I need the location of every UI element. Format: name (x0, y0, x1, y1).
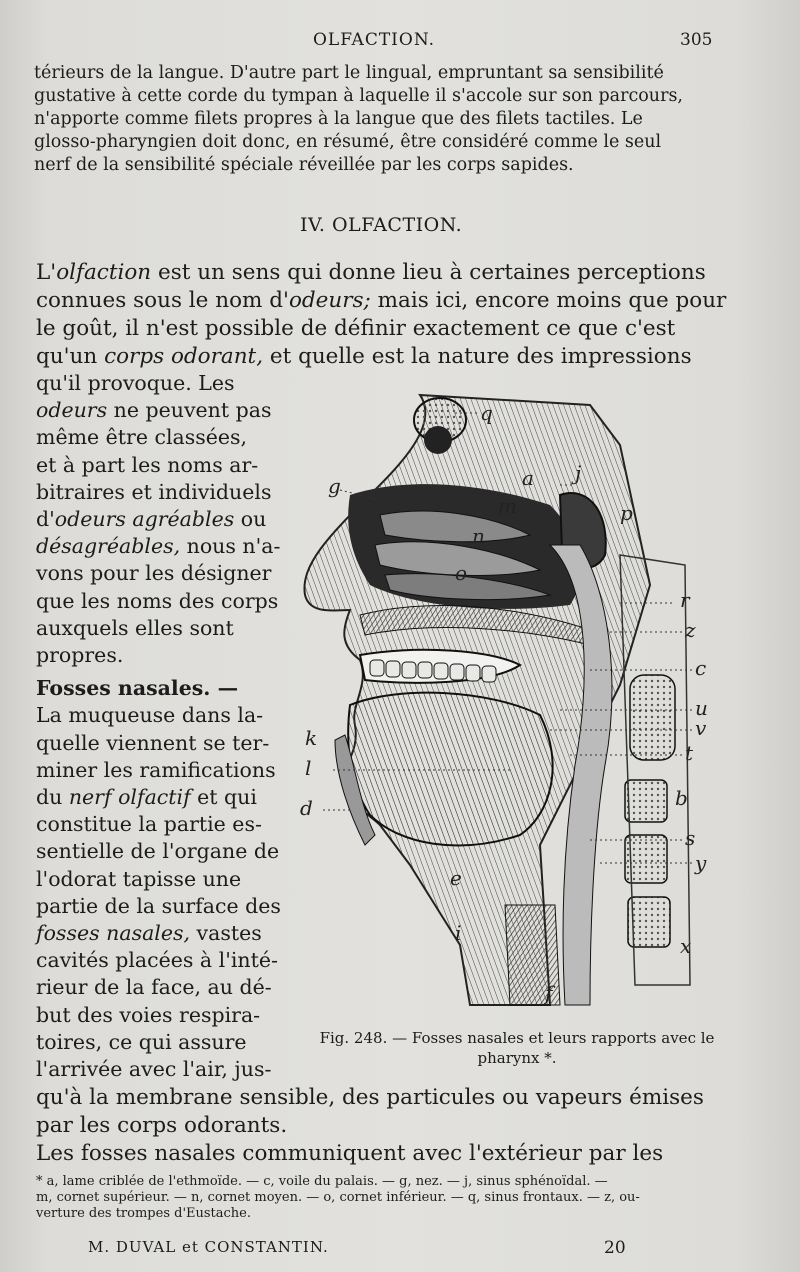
figure-label: q (480, 401, 493, 425)
figure-label: t (685, 741, 694, 765)
section-title: IV. OLFACTION. (300, 214, 463, 236)
footnote (36, 1174, 726, 1222)
text-line: même être classées, (36, 425, 248, 450)
text-line: constitue la partie es- (36, 812, 262, 837)
text-line: propres. (36, 643, 124, 668)
figure-label: k (305, 726, 318, 750)
text-line: quelle viennent se ter- (36, 730, 270, 755)
text-line: glosso-pharyngien doit donc, en résumé, être considéré comme le seul (34, 132, 662, 152)
figure-label: b (675, 786, 688, 810)
text-line: La muqueuse dans la- (36, 703, 264, 728)
text-line: fosses nasales, vastes (36, 921, 262, 946)
signature-number: 20 (604, 1238, 626, 1258)
text-line: sentielle de l'organe de (36, 839, 280, 864)
figure-label: d (300, 796, 313, 820)
figure-caption: Fig. 248. — Fosses nasales et leurs rapports avec le pharynx *. (319, 1029, 715, 1067)
text-line: que les noms des corps (36, 588, 279, 613)
text-line: qu'un corps odorant, et quelle est la nature des impressions (36, 344, 692, 369)
figure-label: g (328, 474, 341, 498)
text-line: qu'il provoque. Les (36, 371, 235, 395)
text-line: gustative à cette corde du tympan à laquelle il s'accole sur son parcours, (34, 86, 683, 106)
olfaction-paragraph (36, 259, 726, 371)
signature-mark: M. DUVAL et CONSTANTIN. (88, 1238, 329, 1256)
figure-label: r (680, 588, 690, 612)
text-line: qu'à la membrane sensible, des particules ou vapeurs émises (36, 1085, 704, 1110)
text-line: auxquels elles sont (36, 615, 234, 640)
figure-label: o (455, 561, 468, 585)
text-line: toires, ce qui assure (36, 1029, 247, 1054)
text-line: désagréables, nous n'a- (36, 534, 281, 559)
text-line: odeurs ne peuvent pas (36, 398, 272, 423)
figure-label: l (305, 756, 312, 780)
text-line: d'odeurs agréables ou (36, 507, 267, 532)
subsection-heading: Fosses nasales. — (36, 676, 239, 701)
figure-label: i (455, 921, 462, 945)
text-line: rieur de la face, au dé- (36, 975, 272, 1000)
text-line: et à part les noms ar- (36, 452, 259, 477)
figure-label: c (695, 656, 707, 680)
figure-label: v (695, 716, 707, 740)
closing-paragraph (36, 1084, 704, 1168)
running-title: OLFACTION. (313, 30, 436, 50)
figure-label: z (685, 618, 696, 642)
text-line: connues sous le nom d'odeurs; mais ici, encore moins que pour (36, 288, 727, 313)
text-line: le goût, il n'est possible de définir exactement ce que c'est (36, 316, 676, 341)
footnote-line: m, cornet supérieur. — n, cornet moyen. — o, cornet inférieur. — q, sinus frontaux. — z, ou- (36, 1190, 640, 1205)
text-line: térieurs de la langue. D'autre part le lingual, empruntant sa sensibilité (34, 63, 664, 83)
figure-label: u (695, 696, 708, 720)
figure-label: p (620, 501, 633, 525)
intro-paragraph (34, 62, 724, 177)
text-line: vons pour les désigner (36, 561, 272, 586)
figure-label: e (450, 866, 462, 890)
figure-label: s (685, 826, 696, 850)
text-line: miner les ramifications (36, 757, 276, 782)
text-line: bitraires et individuels (36, 479, 272, 504)
text-line: nerf de la sensibilité spéciale réveillée par les corps sapides. (34, 155, 574, 175)
figure-label: x (680, 934, 692, 958)
text-line: partie de la surface des (36, 893, 281, 918)
footnote-line: verture des trompes d'Eustache. (36, 1206, 252, 1221)
text-line: l'arrivée avec l'air, jus- (36, 1057, 272, 1082)
figure-label: m (498, 494, 517, 518)
text-line: par les corps odorants. (36, 1113, 288, 1138)
figure-label: y (695, 851, 707, 875)
text-line: l'odorat tapisse une (36, 866, 242, 891)
anatomy-illustration (290, 385, 720, 1015)
figure-label: n (472, 524, 485, 548)
text-line: but des voies respira- (36, 1002, 261, 1027)
figure-label: a (522, 466, 534, 490)
text-line: L'olfaction est un sens qui donne lieu à certaines perceptions (36, 260, 706, 285)
text-line: du nerf olfactif et qui (36, 785, 257, 810)
text-line: Les fosses nasales communiquent avec l'extérieur par les (36, 1141, 664, 1166)
text-line: n'apporte comme filets propres à la langue que des filets tactiles. Le (34, 109, 643, 129)
left-column (36, 370, 286, 1083)
text-line: cavités placées à l'inté- (36, 948, 278, 973)
figure-label: j (575, 461, 582, 485)
page-number: 305 (680, 30, 713, 50)
footnote-line: * a, lame criblée de l'ethmoïde. — c, voile du palais. — g, nez. — j, sinus sphénoïdal. — (36, 1174, 608, 1189)
figure-label: f (545, 981, 553, 1005)
